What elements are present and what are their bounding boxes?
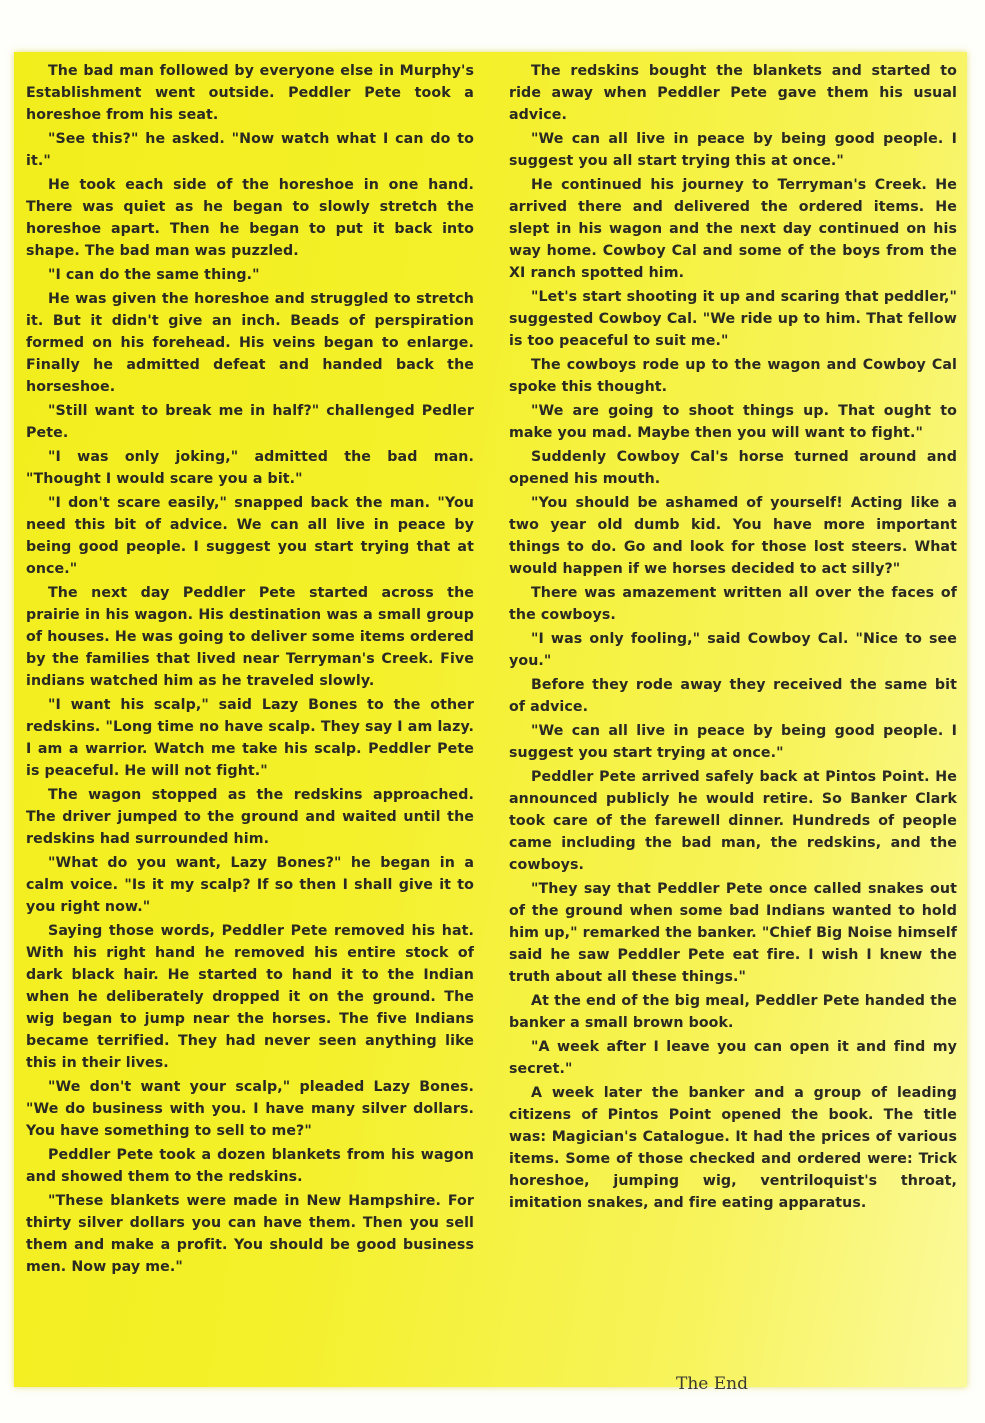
paragraph: "They say that Peddler Pete once called snakes out of the ground when some bad Indians wanted to hold him up," remarked the banker. "Chief Big Noise himself said he saw Peddler Pete eat fire. I wish I knew the truth about all these things." xyxy=(509,881,957,985)
paragraph: "I was only joking," admitted the bad man. "Thought I would scare you a bit." xyxy=(26,449,474,487)
right-column xyxy=(509,60,957,1216)
paragraph: At the end of the big meal, Peddler Pete handed the banker a small brown book. xyxy=(509,993,957,1031)
paragraph: Peddler Pete arrived safely back at Pintos Point. He announced publicly he would retire. So Banker Clark took care of the farewell dinner. Hundreds of people came including the bad man, the redskins, and the cowboys. xyxy=(509,769,957,873)
paragraph: "Let's start shooting it up and scaring that peddler," suggested Cowboy Cal. "We ride up to him. That fellow is too peaceful to suit me." xyxy=(509,289,957,349)
paragraph: "We can all live in peace by being good people. I suggest you start trying at once." xyxy=(509,723,957,761)
paragraph: Suddenly Cowboy Cal's horse turned around and opened his mouth. xyxy=(509,449,957,487)
paragraph: The next day Peddler Pete started across the prairie in his wagon. His destination was a small group of houses. He was going to deliver some items ordered by the families that lived near Terryman's Creek. Five indians watched him as he traveled slowly. xyxy=(26,585,474,689)
paragraph: "You should be ashamed of yourself! Acting like a two year old dumb kid. You have more important things to do. Go and look for those lost steers. What would happen if we horses decided to act silly?" xyxy=(509,495,957,577)
paragraph: "These blankets were made in New Hampshire. For thirty silver dollars you can have them. Then you sell them and make a profit. You should be good business men. Now pay me." xyxy=(26,1193,474,1275)
paragraph: "Still want to break me in half?" challenged Pedler Pete. xyxy=(26,403,474,441)
paragraph: "We are going to shoot things up. That ought to make you mad. Maybe then you will want to fight." xyxy=(509,403,957,441)
paragraph: Saying those words, Peddler Pete removed his hat. With his right hand he removed his entire stock of dark black hair. He started to hand it to the Indian when he deliberately dropped it on the ground. The wig began to jump near the horses. The five Indians became terrified. They had never seen anything like this in their lives. xyxy=(26,923,474,1071)
paragraph: The wagon stopped as the redskins approached. The driver jumped to the ground and waited until the redskins had surrounded him. xyxy=(26,787,474,847)
paragraph: A week later the banker and a group of leading citizens of Pintos Point opened the book. The title was: Magician's Catalogue. It had the prices of various items. Some of those checked and ordered were: Trick horeshoe, jumping wig, ventriloquist's throat, imitation snakes, and fire eating apparatus. xyxy=(509,1085,957,1211)
paragraph: There was amazement written all over the faces of the cowboys. xyxy=(509,585,957,623)
left-column xyxy=(26,60,474,1280)
paragraph: Peddler Pete took a dozen blankets from his wagon and showed them to the redskins. xyxy=(26,1147,474,1185)
paragraph: The cowboys rode up to the wagon and Cowboy Cal spoke this thought. xyxy=(509,357,957,395)
paragraph: The bad man followed by everyone else in Murphy's Establishment went outside. Peddler Pete took a horeshoe from his seat. xyxy=(26,63,474,123)
paragraph: "A week after I leave you can open it and find my secret." xyxy=(509,1039,957,1077)
paragraph: He continued his journey to Terryman's Creek. He arrived there and delivered the ordered items. He slept in his wagon and the next day continued on his way home. Cowboy Cal and some of the boys from the XI ranch spotted him. xyxy=(509,177,957,281)
paragraph: The redskins bought the blankets and started to ride away when Peddler Pete gave them his usual advice. xyxy=(509,63,957,123)
paragraph: "I was only fooling," said Cowboy Cal. "Nice to see you." xyxy=(509,631,957,669)
paragraph: "I can do the same thing." xyxy=(48,267,260,283)
paragraph: "I don't scare easily," snapped back the man. "You need this bit of advice. We can all live in peace by being good people. I suggest you start trying that at once." xyxy=(26,495,474,577)
story-text-panel xyxy=(14,52,967,1387)
paragraph: "We can all live in peace by being good people. I suggest you all start trying this at once." xyxy=(509,131,957,169)
paragraph: "I want his scalp," said Lazy Bones to the other redskins. "Long time no have scalp. They say I am lazy. I am a warrior. Watch me take his scalp. Peddler Pete is peaceful. He will not fight." xyxy=(26,697,474,779)
paragraph: "What do you want, Lazy Bones?" he began in a calm voice. "Is it my scalp? If so then I shall give it to you right now." xyxy=(26,855,474,915)
paragraph: "See this?" he asked. "Now watch what I can do to it." xyxy=(26,131,474,169)
the-end-label: The End xyxy=(676,1374,748,1394)
paragraph: He was given the horeshoe and struggled to stretch it. But it didn't give an inch. Beads of perspiration formed on his forehead. His veins began to enlarge. Finally he admitted defeat and handed back the horseshoe. xyxy=(26,291,474,395)
paragraph: Before they rode away they received the same bit of advice. xyxy=(509,677,957,715)
paragraph: He took each side of the horeshoe in one hand. There was quiet as he began to slowly stretch the horeshoe apart. Then he began to put it back into shape. The bad man was puzzled. xyxy=(26,177,474,259)
paragraph: "We don't want your scalp," pleaded Lazy Bones. "We do business with you. I have many silver dollars. You have something to sell to me?" xyxy=(26,1079,474,1139)
